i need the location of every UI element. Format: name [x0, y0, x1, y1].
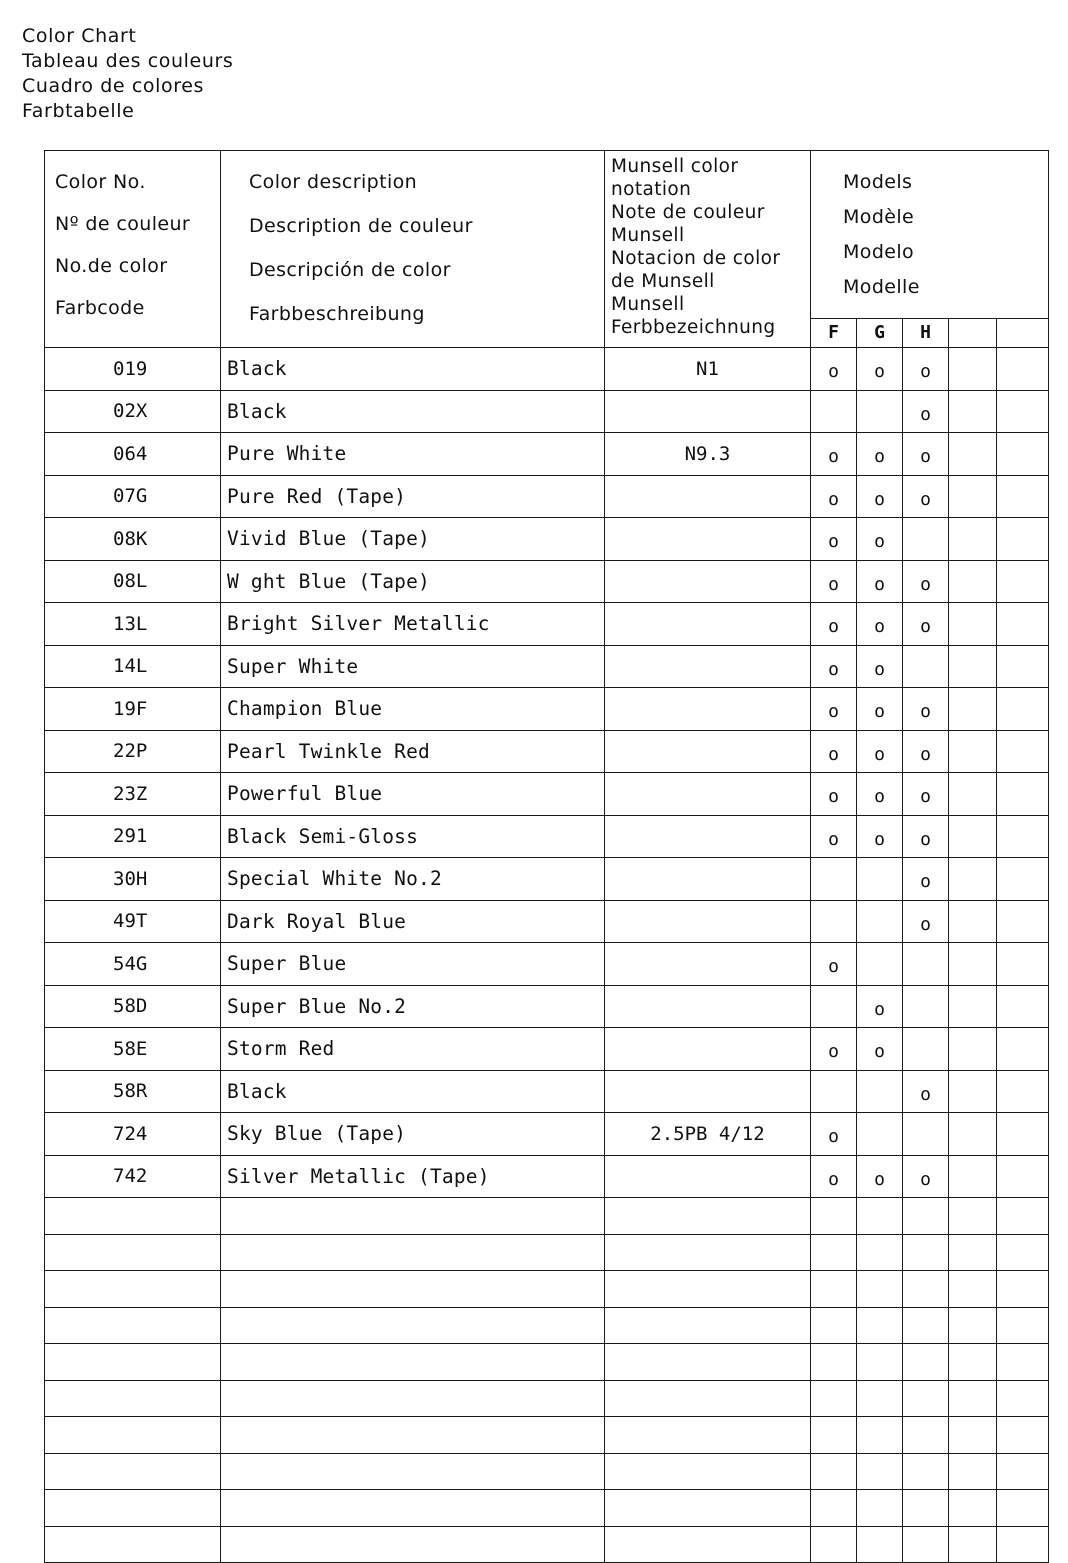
- empty-cell: [997, 1526, 1049, 1563]
- empty-cell: [45, 1380, 221, 1417]
- table-row: [45, 730, 1049, 773]
- empty-row: [45, 1271, 1049, 1308]
- empty-cell: [949, 1526, 997, 1563]
- empty-cell: [949, 1490, 997, 1527]
- model-h-cell: o: [903, 858, 949, 901]
- empty-cell: [857, 1417, 903, 1454]
- munsell-cell: [605, 773, 811, 816]
- empty-row: [45, 1490, 1049, 1527]
- color-code-cell: 724: [45, 1113, 221, 1156]
- empty-cell: [45, 1271, 221, 1308]
- munsell-cell: 2.5PB 4/12: [605, 1113, 811, 1156]
- model-blank-cell: [949, 475, 997, 518]
- empty-cell: [949, 1198, 997, 1235]
- empty-row: [45, 1453, 1049, 1490]
- empty-cell: [811, 1234, 857, 1271]
- model-blank-cell: [997, 1028, 1049, 1071]
- model-blank-cell: [997, 730, 1049, 773]
- munsell-cell: [605, 985, 811, 1028]
- model-col-blank-1: [949, 318, 997, 347]
- empty-cell: [949, 1453, 997, 1490]
- color-description-cell: Black Semi-Gloss: [221, 815, 605, 858]
- empty-cell: [811, 1271, 857, 1308]
- munsell-cell: [605, 1028, 811, 1071]
- model-blank-cell: [997, 1113, 1049, 1156]
- color-code-cell: 02X: [45, 390, 221, 433]
- model-blank-cell: [997, 518, 1049, 561]
- table-row: [45, 390, 1049, 433]
- empty-cell: [221, 1234, 605, 1271]
- model-h-cell: o: [903, 560, 949, 603]
- model-f-cell: o: [811, 560, 857, 603]
- model-h-cell: o: [903, 433, 949, 476]
- model-f-cell: o: [811, 1155, 857, 1198]
- munsell-cell: N9.3: [605, 433, 811, 476]
- color-description-cell: W ght Blue (Tape): [221, 560, 605, 603]
- empty-cell: [997, 1271, 1049, 1308]
- color-code-cell: 742: [45, 1155, 221, 1198]
- empty-cell: [605, 1198, 811, 1235]
- empty-cell: [903, 1490, 949, 1527]
- empty-cell: [605, 1490, 811, 1527]
- table-row: [45, 603, 1049, 646]
- model-blank-cell: [949, 815, 997, 858]
- model-g-cell: o: [857, 603, 903, 646]
- model-g-cell: [857, 390, 903, 433]
- model-blank-cell: [997, 815, 1049, 858]
- model-blank-cell: [997, 688, 1049, 731]
- model-blank-cell: [997, 943, 1049, 986]
- model-f-cell: [811, 985, 857, 1028]
- model-blank-cell: [997, 985, 1049, 1028]
- empty-cell: [605, 1526, 811, 1563]
- table-row: [45, 900, 1049, 943]
- model-blank-cell: [997, 603, 1049, 646]
- empty-cell: [949, 1307, 997, 1344]
- empty-cell: [857, 1271, 903, 1308]
- model-h-cell: o: [903, 390, 949, 433]
- color-code-cell: 291: [45, 815, 221, 858]
- model-f-cell: o: [811, 1113, 857, 1156]
- table-row: [45, 1113, 1049, 1156]
- color-description-cell: Black: [221, 390, 605, 433]
- empty-cell: [221, 1307, 605, 1344]
- model-g-cell: [857, 943, 903, 986]
- model-h-cell: o: [903, 815, 949, 858]
- empty-cell: [221, 1271, 605, 1308]
- empty-cell: [605, 1417, 811, 1454]
- empty-cell: [857, 1380, 903, 1417]
- table-row: [45, 475, 1049, 518]
- model-h-cell: o: [903, 1070, 949, 1113]
- empty-cell: [857, 1307, 903, 1344]
- empty-row: [45, 1526, 1049, 1563]
- model-blank-cell: [949, 773, 997, 816]
- table-row: [45, 433, 1049, 476]
- color-code-cell: 58E: [45, 1028, 221, 1071]
- model-blank-cell: [949, 433, 997, 476]
- munsell-cell: [605, 603, 811, 646]
- model-blank-cell: [949, 1070, 997, 1113]
- model-f-cell: o: [811, 603, 857, 646]
- empty-cell: [997, 1234, 1049, 1271]
- color-description-cell: Black: [221, 1070, 605, 1113]
- empty-cell: [903, 1198, 949, 1235]
- empty-cell: [997, 1417, 1049, 1454]
- title-es: Cuadro de colores: [22, 75, 205, 97]
- empty-cell: [45, 1453, 221, 1490]
- color-description-cell: Super Blue No.2: [221, 985, 605, 1028]
- color-code-cell: 23Z: [45, 773, 221, 816]
- model-blank-cell: [997, 390, 1049, 433]
- color-description-cell: Pure White: [221, 433, 605, 476]
- model-col-g: G: [857, 318, 903, 347]
- model-f-cell: o: [811, 730, 857, 773]
- munsell-cell: [605, 475, 811, 518]
- model-f-cell: o: [811, 815, 857, 858]
- empty-cell: [997, 1344, 1049, 1381]
- header-munsell: Munsell color notation Note de couleur Munsell Notacion de color de Munsell Munsell Ferbbezeichnung: [605, 151, 811, 348]
- model-f-cell: o: [811, 688, 857, 731]
- model-g-cell: o: [857, 433, 903, 476]
- model-blank-cell: [949, 730, 997, 773]
- empty-cell: [811, 1490, 857, 1527]
- model-blank-cell: [949, 858, 997, 901]
- model-f-cell: o: [811, 475, 857, 518]
- empty-cell: [811, 1380, 857, 1417]
- model-blank-cell: [949, 1113, 997, 1156]
- model-g-cell: [857, 900, 903, 943]
- empty-cell: [605, 1453, 811, 1490]
- munsell-cell: [605, 1070, 811, 1113]
- empty-cell: [903, 1344, 949, 1381]
- empty-cell: [903, 1417, 949, 1454]
- model-g-cell: o: [857, 815, 903, 858]
- model-f-cell: [811, 900, 857, 943]
- header-row: [45, 151, 1049, 319]
- model-g-cell: o: [857, 1028, 903, 1071]
- munsell-cell: [605, 560, 811, 603]
- chart-titles: [22, 24, 233, 124]
- model-f-cell: [811, 390, 857, 433]
- empty-cell: [857, 1526, 903, 1563]
- color-code-cell: 30H: [45, 858, 221, 901]
- table-row: [45, 1070, 1049, 1113]
- empty-cell: [45, 1344, 221, 1381]
- color-code-cell: 07G: [45, 475, 221, 518]
- header-description: Color description Description de couleur Descripción de color Farbbeschreibung: [221, 151, 605, 348]
- empty-row: [45, 1417, 1049, 1454]
- color-code-cell: 13L: [45, 603, 221, 646]
- model-g-cell: o: [857, 985, 903, 1028]
- empty-row: [45, 1198, 1049, 1235]
- color-description-cell: Pure Red (Tape): [221, 475, 605, 518]
- color-code-cell: 064: [45, 433, 221, 476]
- model-f-cell: o: [811, 518, 857, 561]
- model-blank-cell: [997, 773, 1049, 816]
- color-description-cell: Silver Metallic (Tape): [221, 1155, 605, 1198]
- empty-cell: [45, 1307, 221, 1344]
- color-description-cell: Super White: [221, 645, 605, 688]
- model-h-cell: o: [903, 475, 949, 518]
- model-g-cell: [857, 858, 903, 901]
- table-row: [45, 645, 1049, 688]
- model-blank-cell: [997, 858, 1049, 901]
- title-fr: Tableau des couleurs: [22, 50, 234, 72]
- model-f-cell: [811, 1070, 857, 1113]
- empty-cell: [605, 1344, 811, 1381]
- color-code-cell: 14L: [45, 645, 221, 688]
- empty-cell: [811, 1526, 857, 1563]
- munsell-cell: [605, 815, 811, 858]
- model-blank-cell: [997, 645, 1049, 688]
- model-h-cell: o: [903, 348, 949, 391]
- color-code-cell: 19F: [45, 688, 221, 731]
- empty-cell: [45, 1526, 221, 1563]
- empty-cell: [221, 1344, 605, 1381]
- color-code-cell: 22P: [45, 730, 221, 773]
- table-row: [45, 688, 1049, 731]
- empty-cell: [811, 1453, 857, 1490]
- model-f-cell: o: [811, 433, 857, 476]
- model-h-cell: [903, 518, 949, 561]
- model-blank-cell: [949, 688, 997, 731]
- model-blank-cell: [949, 560, 997, 603]
- table-row: [45, 1028, 1049, 1071]
- model-blank-cell: [949, 603, 997, 646]
- model-g-cell: o: [857, 475, 903, 518]
- table-row: [45, 348, 1049, 391]
- model-h-cell: [903, 1113, 949, 1156]
- model-h-cell: o: [903, 1155, 949, 1198]
- empty-cell: [949, 1271, 997, 1308]
- munsell-cell: N1: [605, 348, 811, 391]
- empty-cell: [997, 1380, 1049, 1417]
- model-g-cell: o: [857, 730, 903, 773]
- table-row: [45, 985, 1049, 1028]
- table-row: [45, 560, 1049, 603]
- empty-cell: [45, 1490, 221, 1527]
- color-description-cell: Bright Silver Metallic: [221, 603, 605, 646]
- model-blank-cell: [997, 1070, 1049, 1113]
- model-blank-cell: [949, 1155, 997, 1198]
- color-description-cell: Special White No.2: [221, 858, 605, 901]
- empty-cell: [45, 1198, 221, 1235]
- empty-cell: [903, 1271, 949, 1308]
- table-row: [45, 815, 1049, 858]
- munsell-cell: [605, 1155, 811, 1198]
- empty-row: [45, 1234, 1049, 1271]
- color-description-cell: Black: [221, 348, 605, 391]
- empty-cell: [221, 1417, 605, 1454]
- color-code-cell: 08L: [45, 560, 221, 603]
- color-description-cell: Champion Blue: [221, 688, 605, 731]
- empty-row: [45, 1344, 1049, 1381]
- empty-cell: [857, 1453, 903, 1490]
- empty-cell: [811, 1198, 857, 1235]
- empty-cell: [45, 1417, 221, 1454]
- empty-cell: [949, 1234, 997, 1271]
- table-body: [45, 348, 1049, 1563]
- header-color-no: Color No. Nº de couleur No.de color Farbcode: [45, 151, 221, 348]
- empty-cell: [221, 1526, 605, 1563]
- empty-cell: [903, 1234, 949, 1271]
- model-blank-cell: [949, 985, 997, 1028]
- empty-cell: [811, 1307, 857, 1344]
- color-code-cell: 58D: [45, 985, 221, 1028]
- model-h-cell: [903, 1028, 949, 1071]
- model-h-cell: [903, 645, 949, 688]
- munsell-cell: [605, 518, 811, 561]
- model-col-f: F: [811, 318, 857, 347]
- color-description-cell: Dark Royal Blue: [221, 900, 605, 943]
- empty-cell: [221, 1453, 605, 1490]
- model-col-h: H: [903, 318, 949, 347]
- table-row: [45, 858, 1049, 901]
- model-blank-cell: [997, 433, 1049, 476]
- model-blank-cell: [949, 348, 997, 391]
- munsell-cell: [605, 645, 811, 688]
- empty-cell: [221, 1380, 605, 1417]
- color-chart-table: [44, 150, 1049, 1563]
- empty-cell: [997, 1307, 1049, 1344]
- title-en: Color Chart: [22, 25, 137, 47]
- color-description-cell: Storm Red: [221, 1028, 605, 1071]
- empty-cell: [221, 1198, 605, 1235]
- color-description-cell: Super Blue: [221, 943, 605, 986]
- color-code-cell: 019: [45, 348, 221, 391]
- model-f-cell: o: [811, 348, 857, 391]
- table-row: [45, 518, 1049, 561]
- model-blank-cell: [997, 475, 1049, 518]
- empty-cell: [903, 1380, 949, 1417]
- model-h-cell: [903, 985, 949, 1028]
- model-blank-cell: [997, 560, 1049, 603]
- empty-cell: [903, 1453, 949, 1490]
- empty-row: [45, 1380, 1049, 1417]
- model-h-cell: [903, 943, 949, 986]
- empty-cell: [997, 1490, 1049, 1527]
- model-f-cell: o: [811, 943, 857, 986]
- model-blank-cell: [949, 390, 997, 433]
- model-f-cell: o: [811, 645, 857, 688]
- color-description-cell: Powerful Blue: [221, 773, 605, 816]
- munsell-cell: [605, 688, 811, 731]
- empty-cell: [605, 1380, 811, 1417]
- munsell-cell: [605, 390, 811, 433]
- model-g-cell: [857, 1070, 903, 1113]
- empty-cell: [45, 1234, 221, 1271]
- empty-cell: [949, 1417, 997, 1454]
- model-f-cell: o: [811, 1028, 857, 1071]
- empty-cell: [903, 1526, 949, 1563]
- model-h-cell: o: [903, 773, 949, 816]
- model-blank-cell: [997, 1155, 1049, 1198]
- model-g-cell: o: [857, 518, 903, 561]
- color-description-cell: Vivid Blue (Tape): [221, 518, 605, 561]
- model-h-cell: o: [903, 900, 949, 943]
- empty-cell: [605, 1271, 811, 1308]
- model-blank-cell: [949, 943, 997, 986]
- empty-cell: [221, 1490, 605, 1527]
- empty-cell: [949, 1380, 997, 1417]
- munsell-cell: [605, 730, 811, 773]
- model-col-blank-2: [997, 318, 1049, 347]
- table-row: [45, 773, 1049, 816]
- model-g-cell: o: [857, 645, 903, 688]
- model-g-cell: [857, 1113, 903, 1156]
- empty-cell: [811, 1417, 857, 1454]
- color-code-cell: 49T: [45, 900, 221, 943]
- table-row: [45, 943, 1049, 986]
- header-models: Models Modèle Modelo Modelle: [811, 151, 1049, 319]
- empty-cell: [997, 1198, 1049, 1235]
- color-code-cell: 08K: [45, 518, 221, 561]
- model-f-cell: [811, 858, 857, 901]
- model-blank-cell: [949, 900, 997, 943]
- empty-cell: [949, 1344, 997, 1381]
- model-blank-cell: [997, 348, 1049, 391]
- model-f-cell: o: [811, 773, 857, 816]
- model-g-cell: o: [857, 348, 903, 391]
- model-blank-cell: [949, 1028, 997, 1071]
- title-de: Farbtabelle: [22, 100, 135, 122]
- munsell-cell: [605, 900, 811, 943]
- empty-cell: [857, 1234, 903, 1271]
- empty-cell: [605, 1234, 811, 1271]
- color-description-cell: Pearl Twinkle Red: [221, 730, 605, 773]
- model-blank-cell: [949, 645, 997, 688]
- model-blank-cell: [949, 518, 997, 561]
- model-h-cell: o: [903, 730, 949, 773]
- munsell-cell: [605, 943, 811, 986]
- empty-cell: [903, 1307, 949, 1344]
- empty-cell: [811, 1344, 857, 1381]
- model-h-cell: o: [903, 688, 949, 731]
- model-g-cell: o: [857, 773, 903, 816]
- empty-cell: [857, 1198, 903, 1235]
- empty-row: [45, 1307, 1049, 1344]
- empty-cell: [605, 1307, 811, 1344]
- empty-cell: [997, 1453, 1049, 1490]
- empty-cell: [857, 1490, 903, 1527]
- model-h-cell: o: [903, 603, 949, 646]
- munsell-cell: [605, 858, 811, 901]
- model-g-cell: o: [857, 1155, 903, 1198]
- color-description-cell: Sky Blue (Tape): [221, 1113, 605, 1156]
- model-g-cell: o: [857, 688, 903, 731]
- color-code-cell: 54G: [45, 943, 221, 986]
- empty-cell: [857, 1344, 903, 1381]
- table-row: [45, 1155, 1049, 1198]
- color-code-cell: 58R: [45, 1070, 221, 1113]
- model-g-cell: o: [857, 560, 903, 603]
- model-blank-cell: [997, 900, 1049, 943]
